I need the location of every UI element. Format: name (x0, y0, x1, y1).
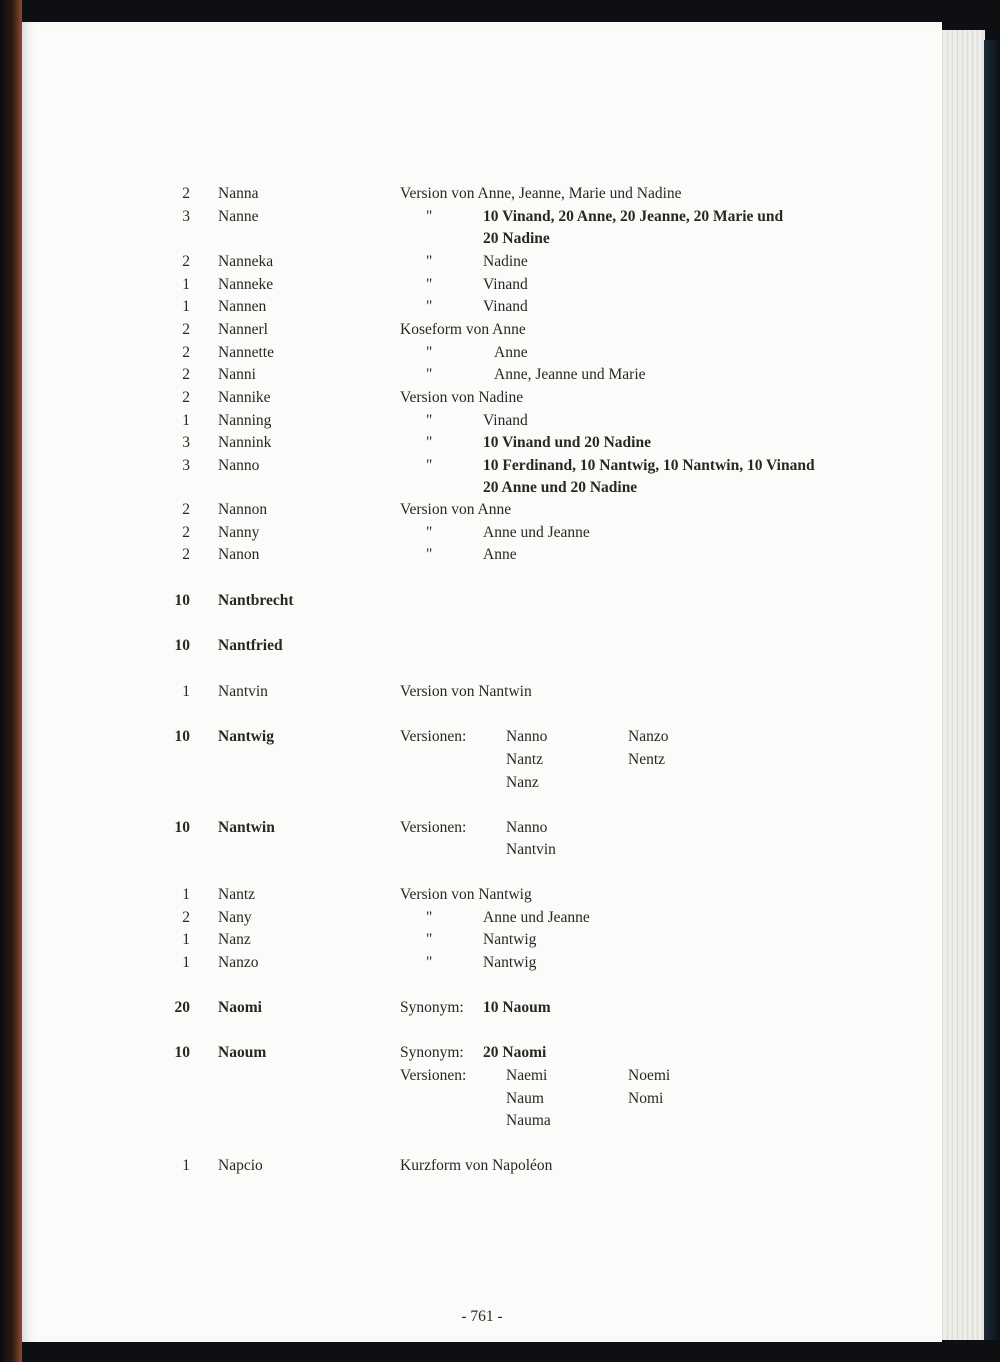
variant-name: Naemi (506, 1067, 548, 1084)
synonym-reference: 10 Naoum (483, 999, 551, 1016)
entry-name: Nannink (218, 434, 272, 451)
entry-count: 2 (182, 909, 190, 926)
list-item-continuation (22, 771, 942, 795)
entry-count: 2 (182, 389, 190, 406)
entry-count: 2 (182, 366, 190, 383)
versions-label: Versionen: (400, 1067, 467, 1084)
list-item (22, 205, 942, 229)
entry-count: 2 (182, 253, 190, 270)
entry-reference: Nadine (483, 253, 528, 270)
list-item-continuation (22, 227, 942, 251)
entry-name: Napcio (218, 1157, 263, 1174)
entry-name: Nanne (218, 208, 259, 225)
synonym-reference: 20 Naomi (483, 1044, 547, 1061)
versions-label: Versionen: (400, 728, 467, 745)
ditto-mark: " (426, 344, 433, 361)
ditto-mark: " (426, 412, 433, 429)
entry-description: Version von Nantwig (400, 886, 532, 903)
entry-count: 10 (174, 1044, 190, 1061)
entry-name: Nanz (218, 931, 251, 948)
entry-reference: Anne (483, 546, 517, 563)
list-item (22, 363, 942, 387)
entry-reference: Anne und Jeanne (483, 909, 590, 926)
entry-count: 2 (182, 321, 190, 338)
list-item (22, 318, 942, 342)
entry-count: 1 (182, 886, 190, 903)
entry-count: 10 (174, 728, 190, 745)
entry-count: 10 (174, 819, 190, 836)
list-item (22, 295, 942, 319)
entry-reference: Vinand (483, 298, 528, 315)
entry-name: Nanny (218, 524, 260, 541)
list-item (22, 386, 942, 410)
ditto-mark: " (426, 954, 433, 971)
synonym-label: Synonym: (400, 999, 464, 1016)
entry-reference: Vinand (483, 412, 528, 429)
list-item (22, 928, 942, 952)
ditto-mark: " (426, 546, 433, 563)
list-item (22, 431, 942, 455)
entry-name: Nanneke (218, 276, 274, 293)
ditto-mark: " (426, 253, 433, 270)
entry-count: 2 (182, 524, 190, 541)
entry-count: 3 (182, 457, 190, 474)
variant-name: Nentz (628, 751, 666, 768)
ditto-mark: " (426, 208, 433, 225)
entry-name: Nanzo (218, 954, 259, 971)
entry-count: 2 (182, 546, 190, 563)
entry-count: 1 (182, 276, 190, 293)
entry-name: Nanna (218, 185, 259, 202)
page-number: - 761 - (461, 1308, 503, 1325)
variant-name: Nanno (506, 819, 548, 836)
entry-name: Nannette (218, 344, 274, 361)
list-item-continuation (22, 838, 942, 862)
entry-description: Version von Anne (400, 501, 512, 518)
entry-name: Naomi (218, 999, 262, 1016)
entry-count: 1 (182, 1157, 190, 1174)
list-item (22, 521, 942, 545)
versions-label: Versionen: (400, 819, 467, 836)
entry-count: 3 (182, 434, 190, 451)
ditto-mark: " (426, 909, 433, 926)
entry-name: Nantfried (218, 637, 283, 654)
book-page (22, 22, 942, 1342)
entry-reference: Anne, Jeanne und Marie (494, 366, 646, 383)
entry-name: Nantvin (218, 683, 268, 700)
ditto-mark: " (426, 434, 433, 451)
list-item (22, 454, 942, 478)
entry-count: 2 (182, 185, 190, 202)
entry-description: Koseform von Anne (400, 321, 526, 338)
variant-name: Naum (506, 1090, 544, 1107)
page-stack-edges (938, 30, 985, 1340)
entry-description: Kurzform von Napoléon (400, 1157, 553, 1174)
list-item (22, 250, 942, 274)
ditto-mark: " (426, 457, 433, 474)
entry-count: 1 (182, 931, 190, 948)
entry-reference: Nantwig (483, 954, 537, 971)
entry-count: 1 (182, 412, 190, 429)
list-item (22, 409, 942, 433)
list-item (22, 906, 942, 930)
entry-count: 10 (174, 637, 190, 654)
entry-description: Version von Nantwin (400, 683, 532, 700)
list-item (22, 589, 942, 613)
list-item (22, 1154, 942, 1178)
entry-reference-continued: 20 Nadine (483, 230, 550, 247)
list-item (22, 996, 942, 1020)
ditto-mark: " (426, 276, 433, 293)
variant-name: Nanno (506, 728, 548, 745)
background-shadow (984, 40, 1000, 1340)
entry-name: Nannon (218, 501, 268, 518)
entry-count: 2 (182, 344, 190, 361)
synonym-label: Synonym: (400, 1044, 464, 1061)
variant-name: Nauma (506, 1112, 551, 1129)
ditto-mark: " (426, 524, 433, 541)
entry-count: 20 (174, 999, 190, 1016)
list-item-continuation (22, 1064, 942, 1088)
variant-name: Nanzo (628, 728, 669, 745)
entry-name: Nantwin (218, 819, 275, 836)
entry-count: 3 (182, 208, 190, 225)
entry-name: Nanni (218, 366, 256, 383)
list-item (22, 883, 942, 907)
variant-name: Nomi (628, 1090, 664, 1107)
entry-count: 1 (182, 683, 190, 700)
list-item (22, 543, 942, 567)
variant-name: Noemi (628, 1067, 671, 1084)
entry-reference: Nantwig (483, 931, 537, 948)
entry-reference-continued: 20 Anne und 20 Nadine (483, 479, 638, 496)
list-item (22, 498, 942, 522)
ditto-mark: " (426, 298, 433, 315)
entry-name: Nantbrecht (218, 592, 294, 609)
entry-count: 2 (182, 501, 190, 518)
entry-count: 10 (174, 592, 190, 609)
variant-name: Nantvin (506, 841, 556, 858)
list-item (22, 182, 942, 206)
entry-description: Version von Anne, Jeanne, Marie und Nadine (400, 185, 682, 202)
list-item (22, 634, 942, 658)
entry-count: 1 (182, 954, 190, 971)
entry-name: Nannen (218, 298, 267, 315)
variant-name: Nantz (506, 751, 544, 768)
list-item (22, 1041, 942, 1065)
entry-name: Nanneka (218, 253, 274, 270)
list-item (22, 341, 942, 365)
entry-reference: 10 Vinand, 20 Anne, 20 Jeanne, 20 Marie und (483, 208, 784, 225)
entry-name: Nantz (218, 886, 256, 903)
list-item (22, 725, 942, 749)
list-item-continuation (22, 1109, 942, 1133)
entry-name: Nanning (218, 412, 272, 429)
entry-name: Nany (218, 909, 252, 926)
entry-name: Nantwig (218, 728, 274, 745)
entry-reference: Vinand (483, 276, 528, 293)
list-item-continuation (22, 476, 942, 500)
entry-name: Nannerl (218, 321, 268, 338)
variant-name: Nanz (506, 774, 539, 791)
list-item (22, 273, 942, 297)
list-item (22, 680, 942, 704)
entry-reference: Anne und Jeanne (483, 524, 590, 541)
entry-name: Nanon (218, 546, 260, 563)
entry-name: Nannike (218, 389, 271, 406)
list-item-continuation (22, 1087, 942, 1111)
list-item-continuation (22, 748, 942, 772)
entry-reference: 10 Vinand und 20 Nadine (483, 434, 651, 451)
entry-description: Version von Nadine (400, 389, 524, 406)
ditto-mark: " (426, 931, 433, 948)
list-item (22, 816, 942, 840)
entry-name: Nanno (218, 457, 260, 474)
entry-name: Naoum (218, 1044, 267, 1061)
entry-reference: 10 Ferdinand, 10 Nantwig, 10 Nantwin, 10 Vinand (483, 457, 815, 474)
entry-count: 1 (182, 298, 190, 315)
entry-reference: Anne (494, 344, 528, 361)
ditto-mark: " (426, 366, 433, 383)
book-cover-edge (0, 0, 22, 1362)
list-item (22, 951, 942, 975)
